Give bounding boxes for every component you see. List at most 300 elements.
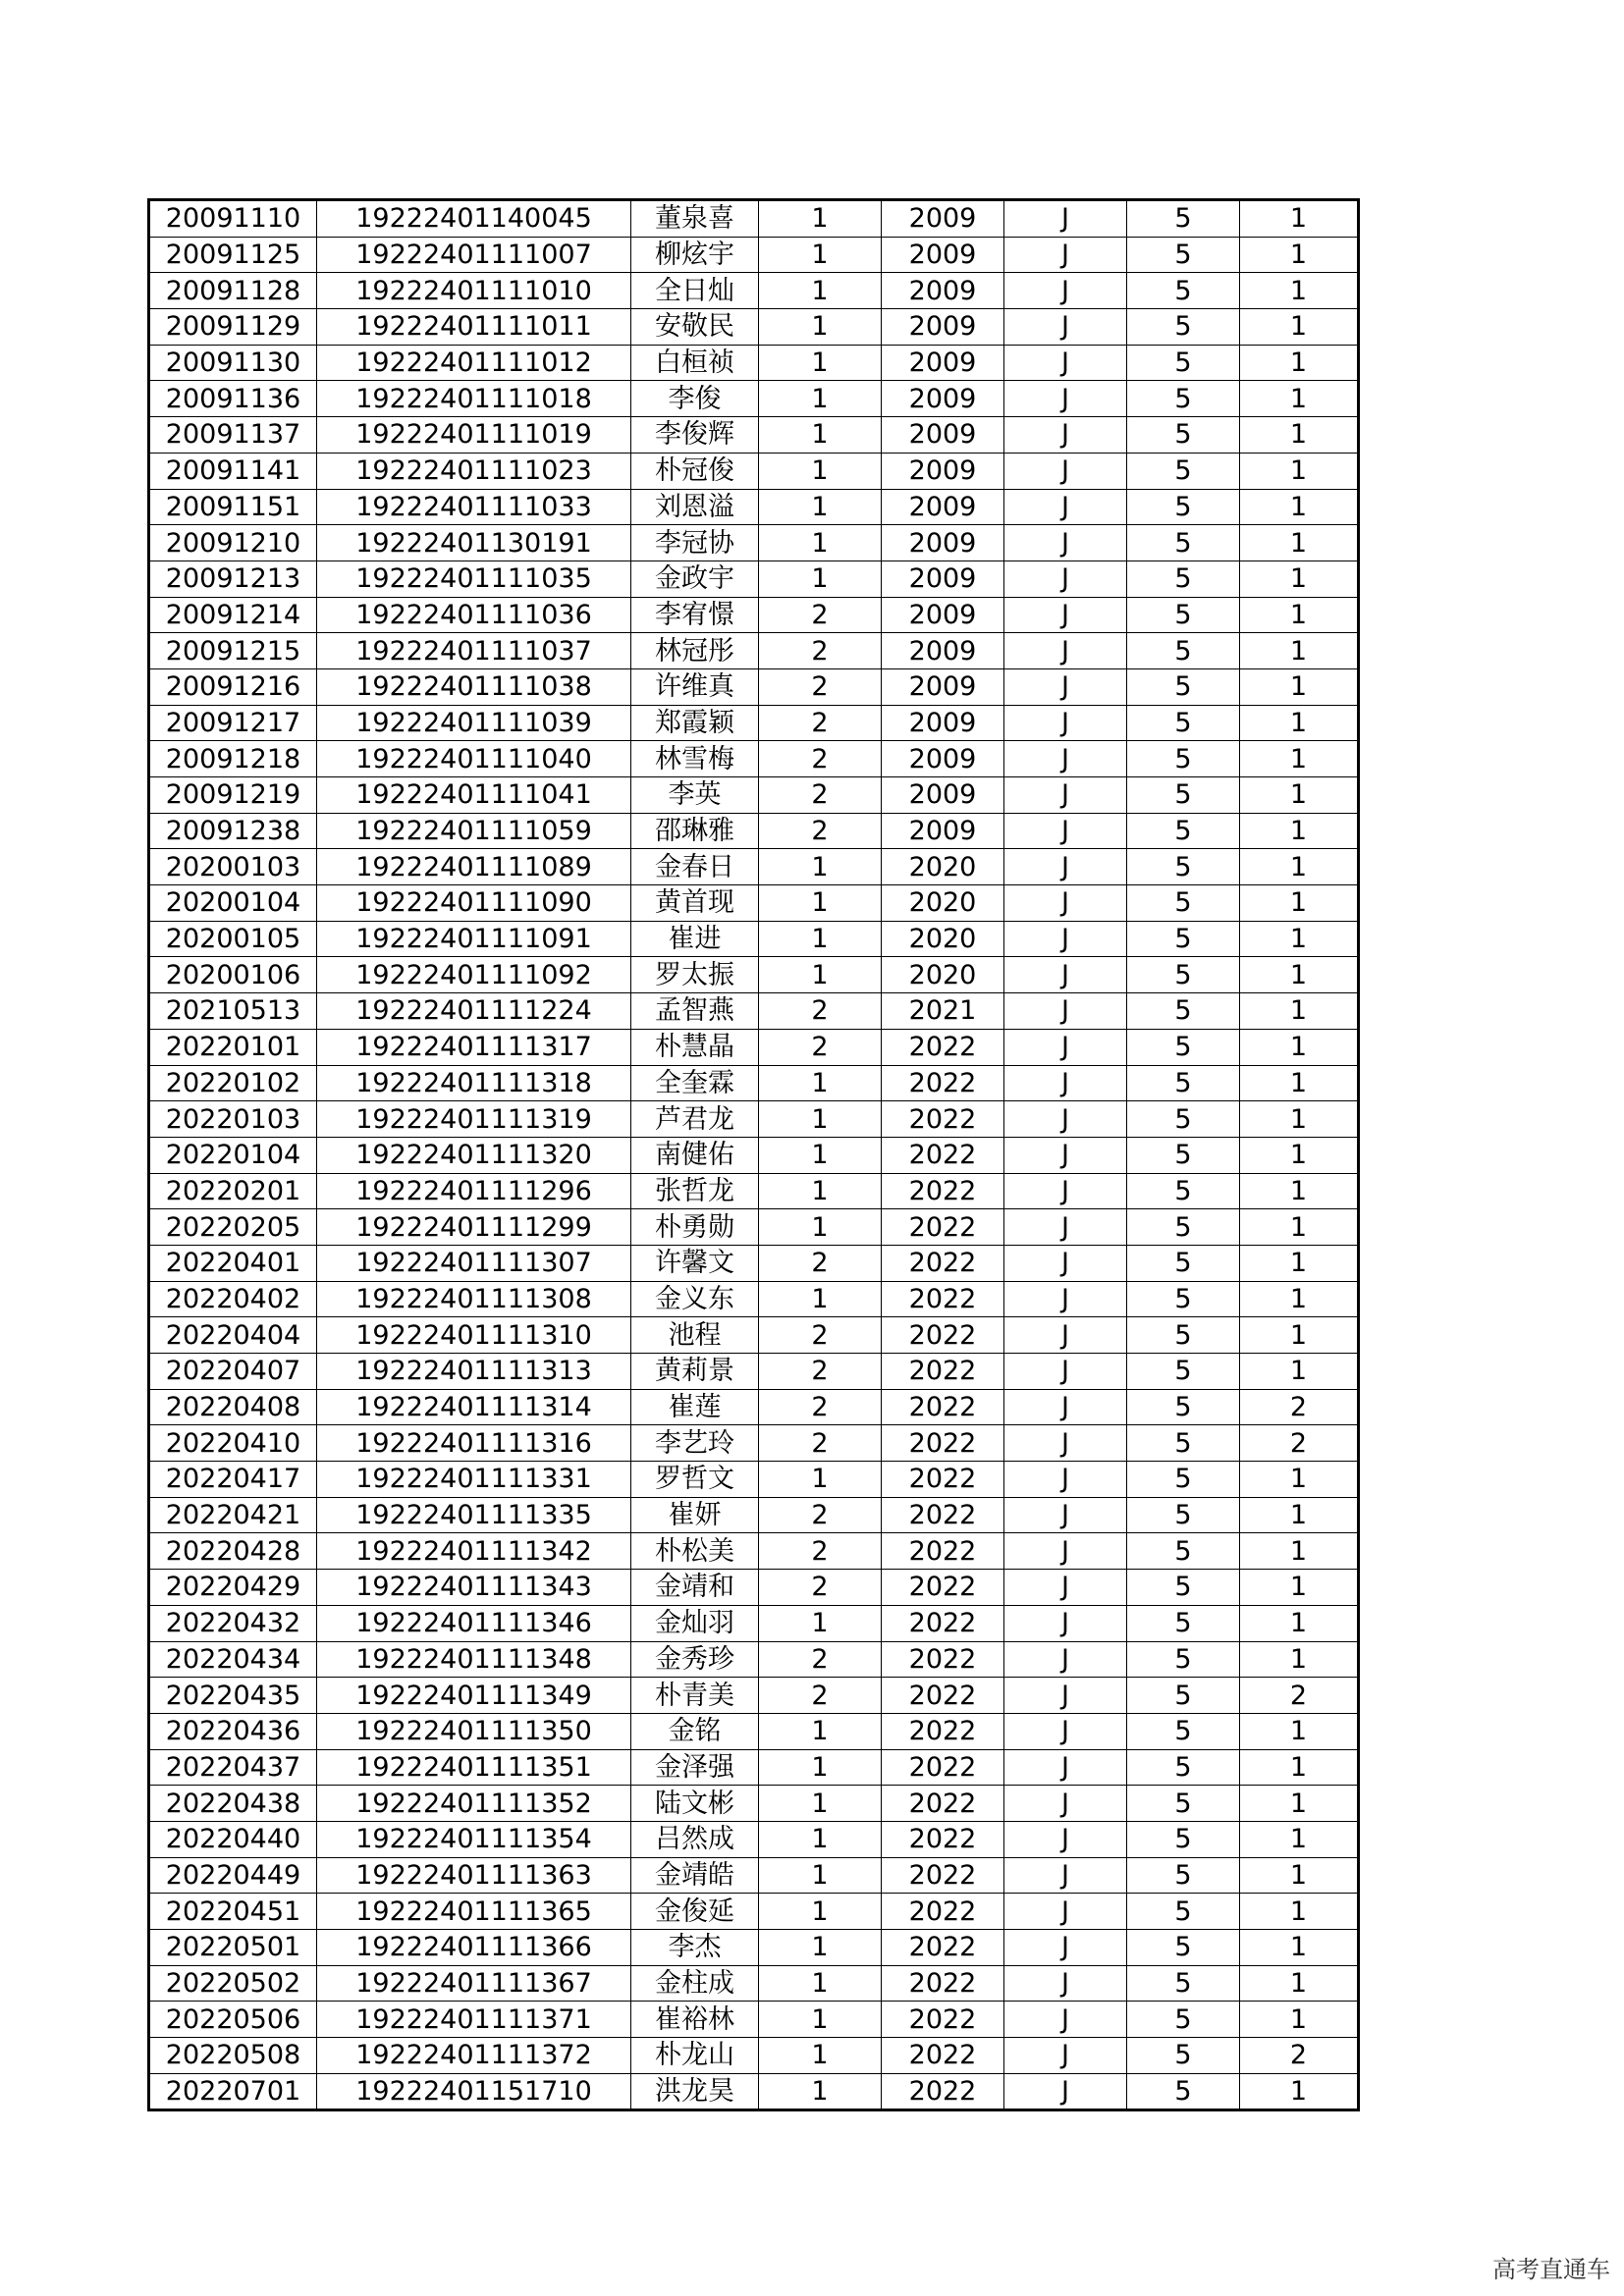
year-cell: 2022 [882,1029,1004,1065]
exam-id-cell: 20220435 [150,1678,317,1714]
gender-cell: 2 [759,1389,882,1425]
exam-id-cell: 20091238 [150,813,317,849]
year-cell: 2009 [882,309,1004,346]
category-cell: J [1004,1173,1127,1209]
exam-id-cell: 20220401 [150,1245,317,1281]
exam-id-cell: 20220205 [150,1209,317,1246]
year-cell: 2022 [882,1065,1004,1101]
category-cell: J [1004,2038,1127,2074]
registration-number-cell: 19222401111313 [317,1354,631,1390]
name-cell: 朴勇勋 [631,1209,759,1246]
level-cell: 5 [1127,1245,1240,1281]
registration-number-cell: 19222401111318 [317,1065,631,1101]
table-row [150,489,1358,525]
status-cell: 1 [1240,705,1358,741]
gender-cell: 2 [759,1245,882,1281]
exam-id-cell: 20220407 [150,1354,317,1390]
name-cell: 安敬民 [631,309,759,346]
year-cell: 2022 [882,1605,1004,1641]
year-cell: 2022 [882,1245,1004,1281]
status-cell: 1 [1240,633,1358,669]
level-cell: 5 [1127,1354,1240,1390]
name-cell: 朴青美 [631,1678,759,1714]
registration-number-cell: 19222401111035 [317,561,631,597]
status-cell: 1 [1240,1821,1358,1857]
status-cell: 1 [1240,309,1358,346]
table-row [150,1389,1358,1425]
table-row [150,1425,1358,1462]
exam-id-cell: 20091216 [150,668,317,705]
registration-number-cell: 19222401111350 [317,1713,631,1749]
year-cell: 2009 [882,777,1004,814]
exam-id-cell: 20091137 [150,417,317,454]
category-cell: J [1004,381,1127,417]
gender-cell: 1 [759,957,882,993]
registration-number-cell: 19222401140045 [317,201,631,238]
table-row [150,1533,1358,1570]
status-cell: 1 [1240,1570,1358,1606]
watermark-text: 高考直通车 [1492,2256,1610,2283]
exam-id-cell: 20220402 [150,1281,317,1317]
roster-table [149,200,1358,2109]
year-cell: 2022 [882,1137,1004,1173]
table-row [150,1281,1358,1317]
level-cell: 5 [1127,1497,1240,1533]
status-cell: 1 [1240,1930,1358,1966]
exam-id-cell: 20220508 [150,2038,317,2074]
table-row [150,921,1358,957]
level-cell: 5 [1127,957,1240,993]
exam-id-cell: 20220104 [150,1137,317,1173]
name-cell: 金俊延 [631,1894,759,1930]
table-row [150,849,1358,885]
status-cell: 1 [1240,849,1358,885]
category-cell: J [1004,273,1127,309]
status-cell: 1 [1240,453,1358,489]
gender-cell: 1 [759,1462,882,1498]
status-cell: 1 [1240,345,1358,381]
level-cell: 5 [1127,489,1240,525]
year-cell: 2022 [882,1930,1004,1966]
year-cell: 2022 [882,1281,1004,1317]
gender-cell: 1 [759,1137,882,1173]
exam-id-cell: 20220436 [150,1713,317,1749]
level-cell: 5 [1127,1641,1240,1678]
year-cell: 2022 [882,1389,1004,1425]
level-cell: 5 [1127,993,1240,1030]
registration-number-cell: 19222401111348 [317,1641,631,1678]
gender-cell: 1 [759,1857,882,1894]
registration-number-cell: 19222401111023 [317,453,631,489]
gender-cell: 1 [759,345,882,381]
name-cell: 刘恩溢 [631,489,759,525]
registration-number-cell: 19222401111036 [317,597,631,633]
level-cell: 5 [1127,1713,1240,1749]
name-cell: 全日灿 [631,273,759,309]
name-cell: 洪龙昊 [631,2073,759,2109]
registration-number-cell: 19222401111349 [317,1678,631,1714]
gender-cell: 1 [759,2002,882,2038]
status-cell: 1 [1240,1101,1358,1138]
gender-cell: 2 [759,1533,882,1570]
status-cell: 1 [1240,1281,1358,1317]
name-cell: 朴慧晶 [631,1029,759,1065]
registration-number-cell: 19222401111354 [317,1821,631,1857]
year-cell: 2021 [882,993,1004,1030]
gender-cell: 2 [759,633,882,669]
category-cell: J [1004,1245,1127,1281]
status-cell: 1 [1240,1497,1358,1533]
category-cell: J [1004,1425,1127,1462]
gender-cell: 1 [759,1894,882,1930]
category-cell: J [1004,1497,1127,1533]
gender-cell: 2 [759,813,882,849]
year-cell: 2022 [882,2002,1004,2038]
category-cell: J [1004,1137,1127,1173]
level-cell: 5 [1127,1965,1240,2002]
status-cell: 1 [1240,1065,1358,1101]
year-cell: 2020 [882,957,1004,993]
exam-id-cell: 20220101 [150,1029,317,1065]
exam-id-cell: 20091129 [150,309,317,346]
year-cell: 2009 [882,633,1004,669]
gender-cell: 2 [759,1570,882,1606]
level-cell: 5 [1127,2038,1240,2074]
year-cell: 2022 [882,1497,1004,1533]
exam-id-cell: 20220102 [150,1065,317,1101]
registration-number-cell: 19222401111040 [317,741,631,777]
registration-number-cell: 19222401111089 [317,849,631,885]
status-cell: 1 [1240,813,1358,849]
category-cell: J [1004,741,1127,777]
category-cell: J [1004,597,1127,633]
level-cell: 5 [1127,525,1240,561]
table-row [150,1930,1358,1966]
year-cell: 2020 [882,885,1004,922]
status-cell: 2 [1240,2038,1358,2074]
year-cell: 2009 [882,381,1004,417]
status-cell: 2 [1240,1425,1358,1462]
level-cell: 5 [1127,1173,1240,1209]
gender-cell: 1 [759,489,882,525]
category-cell: J [1004,1930,1127,1966]
table-row [150,777,1358,814]
status-cell: 1 [1240,1894,1358,1930]
table-row [150,1137,1358,1173]
registration-number-cell: 19222401111367 [317,1965,631,2002]
registration-number-cell: 19222401111038 [317,668,631,705]
category-cell: J [1004,309,1127,346]
gender-cell: 1 [759,381,882,417]
gender-cell: 1 [759,921,882,957]
exam-id-cell: 20220428 [150,1533,317,1570]
year-cell: 2009 [882,668,1004,705]
year-cell: 2020 [882,921,1004,957]
year-cell: 2022 [882,1317,1004,1354]
year-cell: 2022 [882,1894,1004,1930]
category-cell: J [1004,1533,1127,1570]
gender-cell: 2 [759,1678,882,1714]
level-cell: 5 [1127,1462,1240,1498]
table-row [150,1749,1358,1786]
level-cell: 5 [1127,345,1240,381]
gender-cell: 1 [759,417,882,454]
category-cell: J [1004,1029,1127,1065]
category-cell: J [1004,1894,1127,1930]
year-cell: 2022 [882,1786,1004,1822]
year-cell: 2009 [882,201,1004,238]
gender-cell: 2 [759,1641,882,1678]
status-cell: 1 [1240,1786,1358,1822]
category-cell: J [1004,885,1127,922]
level-cell: 5 [1127,309,1240,346]
registration-number-cell: 19222401111033 [317,489,631,525]
level-cell: 5 [1127,1533,1240,1570]
category-cell: J [1004,1641,1127,1678]
exam-id-cell: 20091125 [150,237,317,273]
table-row [150,633,1358,669]
category-cell: J [1004,1749,1127,1786]
registration-number-cell: 19222401111010 [317,273,631,309]
name-cell: 金春日 [631,849,759,885]
registration-number-cell: 19222401111365 [317,1894,631,1930]
table-row [150,1029,1358,1065]
exam-id-cell: 20220502 [150,1965,317,2002]
name-cell: 全奎霖 [631,1065,759,1101]
registration-number-cell: 19222401111092 [317,957,631,993]
exam-id-cell: 20210513 [150,993,317,1030]
gender-cell: 1 [759,885,882,922]
registration-number-cell: 19222401111363 [317,1857,631,1894]
category-cell: J [1004,1354,1127,1390]
level-cell: 5 [1127,1317,1240,1354]
registration-number-cell: 19222401111352 [317,1786,631,1822]
name-cell: 池程 [631,1317,759,1354]
table-row [150,273,1358,309]
status-cell: 1 [1240,417,1358,454]
name-cell: 崔妍 [631,1497,759,1533]
category-cell: J [1004,237,1127,273]
table-row [150,381,1358,417]
category-cell: J [1004,1209,1127,1246]
gender-cell: 1 [759,1786,882,1822]
year-cell: 2009 [882,561,1004,597]
exam-id-cell: 20200104 [150,885,317,922]
name-cell: 朴冠俊 [631,453,759,489]
level-cell: 5 [1127,1894,1240,1930]
name-cell: 张哲龙 [631,1173,759,1209]
exam-id-cell: 20091215 [150,633,317,669]
gender-cell: 2 [759,993,882,1030]
name-cell: 朴龙山 [631,2038,759,2074]
registration-number-cell: 19222401111319 [317,1101,631,1138]
table-row [150,1065,1358,1101]
exam-id-cell: 20200106 [150,957,317,993]
year-cell: 2009 [882,525,1004,561]
registration-number-cell: 19222401111019 [317,417,631,454]
year-cell: 2022 [882,1678,1004,1714]
name-cell: 金靖和 [631,1570,759,1606]
registration-number-cell: 19222401111007 [317,237,631,273]
level-cell: 5 [1127,201,1240,238]
name-cell: 罗哲文 [631,1462,759,1498]
exam-id-cell: 20091136 [150,381,317,417]
name-cell: 李杰 [631,1930,759,1966]
year-cell: 2009 [882,489,1004,525]
table-row [150,561,1358,597]
exam-id-cell: 20091128 [150,273,317,309]
gender-cell: 1 [759,1209,882,1246]
table-row [150,885,1358,922]
registration-number-cell: 19222401111037 [317,633,631,669]
registration-number-cell: 19222401111320 [317,1137,631,1173]
table-row [150,1317,1358,1354]
exam-id-cell: 20220103 [150,1101,317,1138]
name-cell: 罗太振 [631,957,759,993]
category-cell: J [1004,813,1127,849]
table-row [150,201,1358,238]
level-cell: 5 [1127,668,1240,705]
year-cell: 2009 [882,273,1004,309]
category-cell: J [1004,2002,1127,2038]
table-row [150,237,1358,273]
table-row [150,813,1358,849]
exam-id-cell: 20220408 [150,1389,317,1425]
level-cell: 5 [1127,1678,1240,1714]
level-cell: 5 [1127,237,1240,273]
exam-id-cell: 20220421 [150,1497,317,1533]
name-cell: 金靖皓 [631,1857,759,1894]
year-cell: 2009 [882,237,1004,273]
exam-id-cell: 20091210 [150,525,317,561]
table-row [150,1245,1358,1281]
name-cell: 金秀珍 [631,1641,759,1678]
exam-id-cell: 20220434 [150,1641,317,1678]
category-cell: J [1004,561,1127,597]
exam-id-cell: 20200103 [150,849,317,885]
gender-cell: 1 [759,1173,882,1209]
level-cell: 5 [1127,1029,1240,1065]
table-row [150,1101,1358,1138]
level-cell: 5 [1127,633,1240,669]
table-row [150,1713,1358,1749]
name-cell: 李冠协 [631,525,759,561]
status-cell: 1 [1240,668,1358,705]
status-cell: 1 [1240,561,1358,597]
status-cell: 1 [1240,237,1358,273]
exam-id-cell: 20220429 [150,1570,317,1606]
registration-number-cell: 19222401111091 [317,921,631,957]
table-body [150,201,1358,2109]
registration-number-cell: 19222401111366 [317,1930,631,1966]
category-cell: J [1004,345,1127,381]
exam-id-cell: 20091217 [150,705,317,741]
registration-number-cell: 19222401151710 [317,2073,631,2109]
table-row [150,525,1358,561]
level-cell: 5 [1127,1137,1240,1173]
exam-id-cell: 20220432 [150,1605,317,1641]
level-cell: 5 [1127,1786,1240,1822]
exam-id-cell: 20220451 [150,1894,317,1930]
gender-cell: 1 [759,453,882,489]
table-row [150,957,1358,993]
table-row [150,668,1358,705]
category-cell: J [1004,668,1127,705]
year-cell: 2022 [882,2073,1004,2109]
year-cell: 2020 [882,849,1004,885]
status-cell: 1 [1240,921,1358,957]
status-cell: 1 [1240,1354,1358,1390]
status-cell: 1 [1240,1462,1358,1498]
name-cell: 柳炫宇 [631,237,759,273]
exam-id-cell: 20220201 [150,1173,317,1209]
status-cell: 1 [1240,1713,1358,1749]
status-cell: 1 [1240,1173,1358,1209]
category-cell: J [1004,705,1127,741]
gender-cell: 2 [759,1497,882,1533]
exam-id-cell: 20091218 [150,741,317,777]
status-cell: 1 [1240,1533,1358,1570]
name-cell: 芦君龙 [631,1101,759,1138]
status-cell: 1 [1240,1857,1358,1894]
table-row [150,1209,1358,1246]
level-cell: 5 [1127,1101,1240,1138]
status-cell: 1 [1240,381,1358,417]
level-cell: 5 [1127,1930,1240,1966]
gender-cell: 2 [759,1317,882,1354]
table-row [150,417,1358,454]
level-cell: 5 [1127,813,1240,849]
year-cell: 2022 [882,1641,1004,1678]
table-row [150,1786,1358,1822]
gender-cell: 1 [759,2038,882,2074]
status-cell: 1 [1240,525,1358,561]
gender-cell: 2 [759,597,882,633]
table-row [150,1497,1358,1533]
table-row [150,1965,1358,2002]
status-cell: 1 [1240,1029,1358,1065]
name-cell: 林雪梅 [631,741,759,777]
table-row [150,1462,1358,1498]
year-cell: 2009 [882,345,1004,381]
level-cell: 5 [1127,849,1240,885]
exam-id-cell: 20220437 [150,1749,317,1786]
category-cell: J [1004,1317,1127,1354]
year-cell: 2022 [882,1462,1004,1498]
gender-cell: 1 [759,201,882,238]
name-cell: 吕然成 [631,1821,759,1857]
gender-cell: 1 [759,1101,882,1138]
registration-number-cell: 19222401111307 [317,1245,631,1281]
exam-id-cell: 20220440 [150,1821,317,1857]
registration-number-cell: 19222401111299 [317,1209,631,1246]
year-cell: 2022 [882,1749,1004,1786]
year-cell: 2009 [882,597,1004,633]
exam-id-cell: 20220701 [150,2073,317,2109]
level-cell: 5 [1127,705,1240,741]
status-cell: 1 [1240,993,1358,1030]
name-cell: 崔裕林 [631,2002,759,2038]
status-cell: 1 [1240,1317,1358,1354]
table-row [150,309,1358,346]
category-cell: J [1004,1965,1127,2002]
year-cell: 2022 [882,1821,1004,1857]
status-cell: 1 [1240,741,1358,777]
table-row [150,2002,1358,2038]
year-cell: 2022 [882,1173,1004,1209]
registration-number-cell: 19222401111018 [317,381,631,417]
exam-id-cell: 20091151 [150,489,317,525]
